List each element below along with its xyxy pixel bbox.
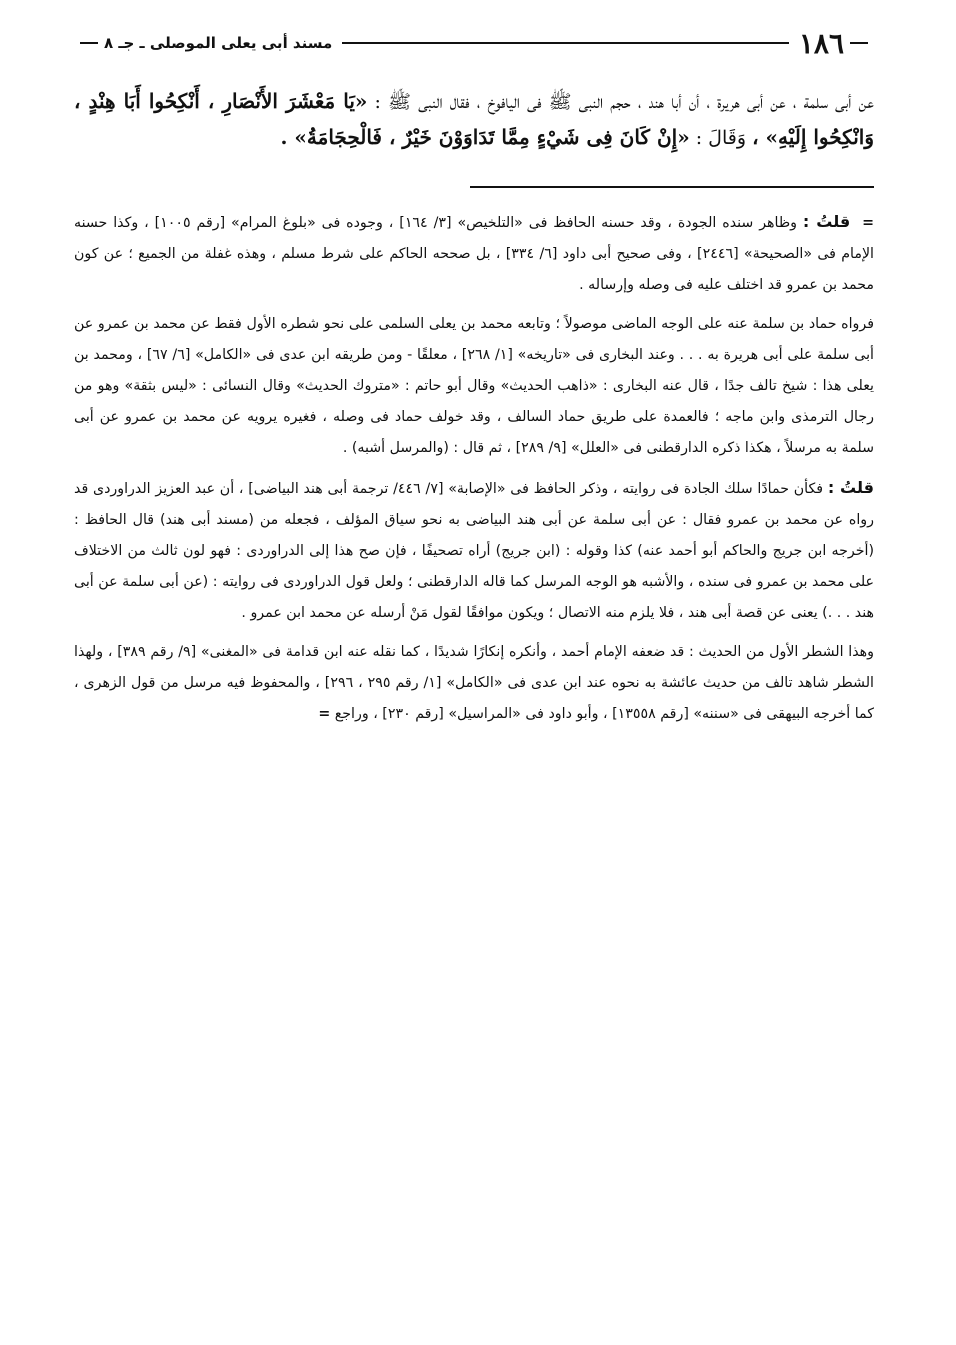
- page-header: [74, 20, 874, 66]
- page-number: ١٨٦: [798, 26, 844, 60]
- page: [74, 20, 874, 738]
- continuation-mark: =: [862, 215, 874, 231]
- footnote-paragraph-2: فرواه حماد بن سلمة عنه على الوجه الماضى موصولاً ؛ وتابعه محمد بن يعلى السلمى على نحو شطره الأول فقط عن محمد بن عمرو عن أبى سلمة على أبى هريرة به . . . وعند البخارى فى «تاريخه» [١/ ٢٦٨] ، معلقًا - ومن طريقه ابن عدى فى «الكامل» [٦/ ٦٧] ، ومحمد بن يعلى هذا : شيخ تالف جدًا ، قال عنه البخارى : «ذاهب الحديث» وقال أبو حاتم : «متروك الحديث» وقال النسائى : «ليس بثقة» وهو من رجال الترمذى وابن ماجه ؛ فالعمدة على طريق حماد السالف ، وقد خولف حماد فى وصله ، فغيره يرويه عن محمد بن عمرو عن أبى سلمة به مرسلاً ، هكذا ذكره الدارقطنى فى «العلل» [٩/ ٢٨٩] ، ثم قال : (والمرسل أشبه) .: [74, 316, 874, 456]
- said-word: وَقَالَ :: [695, 127, 747, 149]
- footnote-text: وظاهر سنده الجودة ، وقد حسنه الحافظ فى «التلخيص» [٣/ ١٦٤] ، وجوده فى «بلوغ المرام» [رقم ١٠٠٥] ، وكذا حسنه الإمام فى «الصحيحة» [٢٤٤٦] ، وفى صحيح أبى داود [٦/ ٣٣٤] ، بل صححه الحاكم على شرط مسلم ، وهذه غفلة من الجميع ؛ عن كون محمد بن عمرو قد اختلف عليه فى وصله وإرساله .: [74, 215, 874, 293]
- narration-line: عن أبى سلمة ، عن أبى هريرة ، أن أبا هند ، حجم النبى ﷺ فى اليافوخ ، فقال النبى ﷺ :: [374, 91, 874, 113]
- hadith-quote-1: «يَا مَعْشَرَ الأَنْصَارِ ، أَنْكِحُوا أَبَا هِنْدٍ ، وَانْكِحُوا إِلَيْهِ» ،: [74, 89, 874, 149]
- running-title: مسند أبى يعلى الموصلى ـ جـ ٨: [104, 34, 333, 52]
- main-text: [74, 84, 874, 156]
- footnote-text: فكأن حمادًا سلك الجادة فى روايته ، وذكر الحافظ فى «الإصابة» [٧/ ٤٤٦/ ترجمة أبى هند البياضى] ، أن عبد العزيز الدراوردى قد رواه عن محمد بن عمرو فقال : عن أبى سلمة عن أبى هند البياضى به نحو سياق المؤلف ، فجعله من (مسند أبى هند) قال الحافظ : (أخرجه ابن جريج والحاكم أبو أحمد عنه) كذا وقوله : (ابن جريج) أراه تصحيفًا ، فإن صح هذا إلى الدراوردى : فهو لون ثالث من الاختلاف على محمد بن عمرو فى سنده ، والأشبه هو الوجه المرسل كما قاله الدارقطنى ؛ ولعل قول الدراوردى فى روايته : (عن أبى سلمة عن أبى هند . . .) يعنى عن قصة أبى هند ، فلا يلزم منه الاتصال ؛ ويكون موافقًا لقول مَنْ أرسله عن محمد ابن عمرو .: [74, 481, 874, 621]
- footnote-label: قلتُ :: [827, 478, 875, 497]
- main-paragraph: [74, 84, 874, 156]
- hadith-quote-2: «إِنْ كَانَ فِى شَيْءٍ مِمَّا تَدَاوَوْنَ خَيْرٌ ، فَالْحِجَامَةُ» .: [280, 125, 690, 149]
- footnote-label: قلتُ :: [802, 212, 851, 231]
- header-rule: [342, 42, 789, 44]
- footnote-paragraph-4: [74, 637, 874, 730]
- continuation-mark-end: =: [318, 706, 331, 722]
- footnote-paragraph-1: [74, 206, 874, 301]
- footnote-text: وهذا الشطر الأول من الحديث : قد ضعفه الإمام أحمد ، وأنكره إنكارًا شديدًا ، كما نقله عنه ابن قدامة فى «المغنى» [٩/ رقم ٣٨٩] ، ولهذا الشطر شاهد تالف من حديث عائشة به نحوه عند ابن عدى فى «الكامل» [١/ رقم ٢٩٥ ، ٢٩٦] ، والمحفوظ فيه مرسل من قول الزهرى ، كما أخرجه البيهقى فى «سننه» [رقم ١٣٥٥٨] ، وأبو داود فى «المراسيل» [رقم ٢٣٠] ، وراجع: [74, 644, 874, 722]
- footnote-paragraph-3: [74, 472, 874, 629]
- header-dash: [850, 42, 868, 44]
- header-dash-end: [80, 42, 98, 44]
- footnote-separator: [470, 186, 874, 188]
- footnotes: [74, 206, 874, 730]
